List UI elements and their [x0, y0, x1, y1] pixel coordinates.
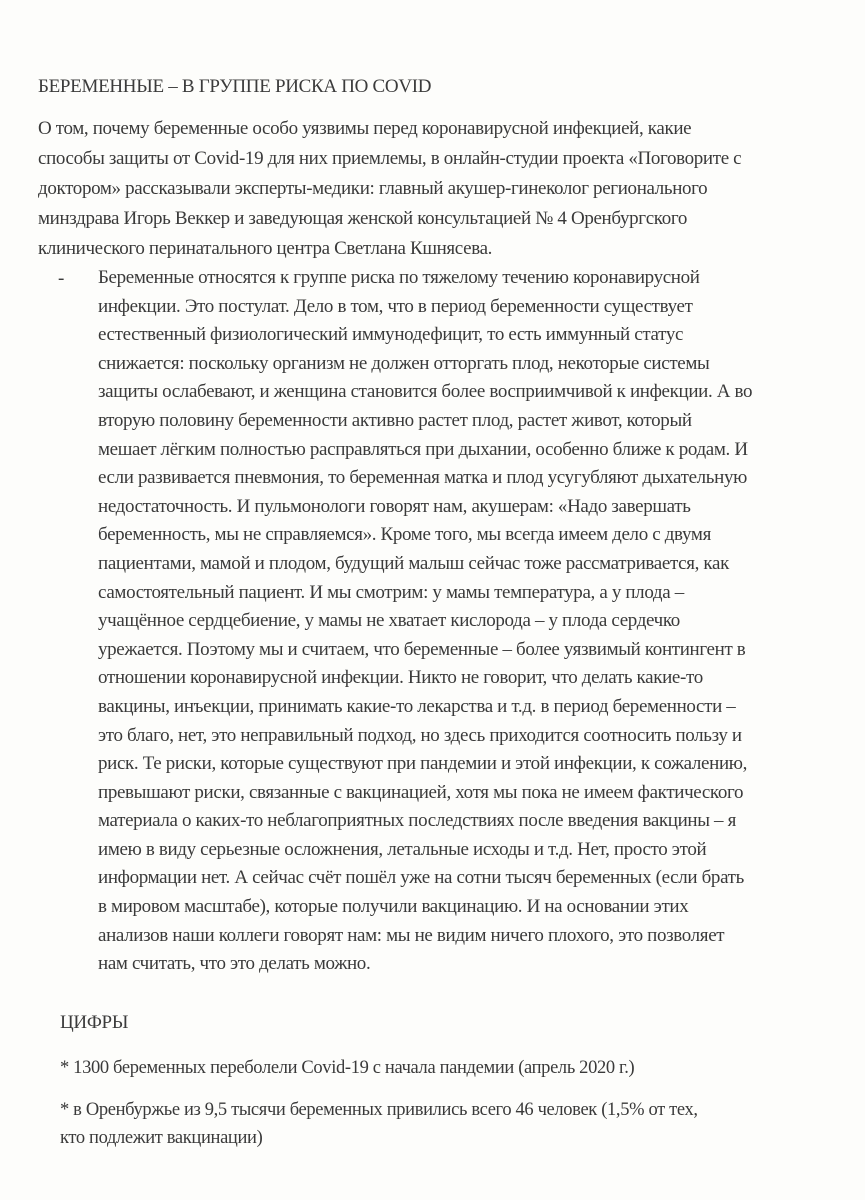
quote-line: Беременные относятся к группе риска по тяжелому течению коронавирусной [98, 267, 700, 288]
list-bullet: - [58, 268, 65, 289]
quote-line: информации нет. А сейчас счёт пошёл уже на сотни тысяч беременных (если брать [98, 867, 744, 889]
intro-line: клинического перинатального центра Светлана Кшнясева. [38, 238, 493, 259]
quote-line: вакцины, инъекции, принимать какие-то лекарства и т.д. в период беременности – [98, 695, 736, 717]
quote-line: вторую половину беременности активно растет плод, растет живот, который [98, 409, 692, 431]
quote-line: мешает лёгким полностью расправляться при дыхании, особенно ближе к родам. И [98, 438, 748, 460]
quote-line: нам считать, что это делать можно. [98, 953, 371, 975]
figure-item [60, 1096, 840, 1152]
quote-line: если развивается пневмония, то беременная матка и плод усугубляют дыхательную [98, 467, 747, 489]
quote-line: защиты ослабевают, и женщина становится более восприимчивой к инфекции. А во [98, 381, 753, 403]
quote-line: риск. Те риски, которые существуют при пандемии и этой инфекции, к сожалению, [98, 753, 748, 775]
quote-line: превышают риски, связанные с вакцинацией, хотя мы пока не имеем фактического [98, 781, 744, 803]
quote-line: учащённое сердцебиение, у мамы не хватает кислорода – у плода сердечко [98, 610, 680, 632]
figures-list [60, 1054, 840, 1166]
quote-line: материала о каких-то неблагоприятных последствиях после введения вакцины – я [98, 810, 736, 832]
quote-line: беременность, мы не справляемся». Кроме того, мы всегда имеем дело с двумя [98, 524, 711, 546]
figure-line: * 1300 беременных переболели Covid-19 с начала пандемии (апрель 2020 г.) [60, 1058, 635, 1078]
quote-line: пациентами, мамой и плодом, будущий малыш сейчас тоже рассматривается, как [98, 552, 729, 574]
quote-line: анализов наши коллеги говорят нам: мы не видим ничего плохого, это позволяет [98, 924, 725, 946]
article-heading: БЕРЕМЕННЫЕ – В ГРУППЕ РИСКА ПО COVID [38, 76, 432, 97]
quote-line: отношении коронавирусной инфекции. Никто не говорит, что делать какие-то [98, 667, 703, 689]
quote-line: инфекции. Это постулат. Дело в том, что в период беременности существует [98, 295, 693, 317]
quote-paragraph [98, 264, 848, 979]
quote-line: имею в виду серьезные осложнения, летальные исходы и т.д. Нет, просто этой [98, 838, 707, 860]
quote-line: в мировом масштабе), которые получили вакцинацию. И на основании этих [98, 896, 689, 918]
quote-line: недостаточность. И пульмонологи говорят нам, акушерам: «Надо завершать [98, 495, 691, 517]
figure-item [60, 1054, 840, 1082]
intro-line: минздрава Игорь Веккер и заведующая женской консультацией № 4 Оренбургского [38, 208, 687, 229]
quote-line: снижается: поскольку организм не должен отторгать плод, некоторые системы [98, 352, 710, 374]
figures-title: ЦИФРЫ [60, 1012, 129, 1033]
intro-paragraph [38, 114, 838, 264]
quote-line: урежается. Поэтому мы и считаем, что беременные – более уязвимый контингент в [98, 638, 746, 660]
quote-line: самостоятельный пациент. И мы смотрим: у мамы температура, а у плода – [98, 581, 684, 603]
quote-line: естественный физиологический иммунодефицит, то есть иммунный статус [98, 324, 684, 346]
intro-line: О том, почему беременные особо уязвимы перед коронавирусной инфекцией, какие [38, 118, 692, 139]
intro-line: доктором» рассказывали эксперты-медики: главный акушер-гинеколог регионального [38, 178, 708, 199]
figure-line: * в Оренбуржье из 9,5 тысячи беременных привились всего 46 человек (1,5% от тех, [60, 1100, 698, 1120]
quote-line: это благо, нет, это неправильный подход, но здесь приходится соотносить пользу и [98, 724, 742, 746]
intro-line: способы защиты от Covid-19 для них приемлемы, в онлайн-студии проекта «Поговорите с [38, 148, 742, 169]
figure-line: кто подлежит вакцинации) [60, 1128, 263, 1148]
